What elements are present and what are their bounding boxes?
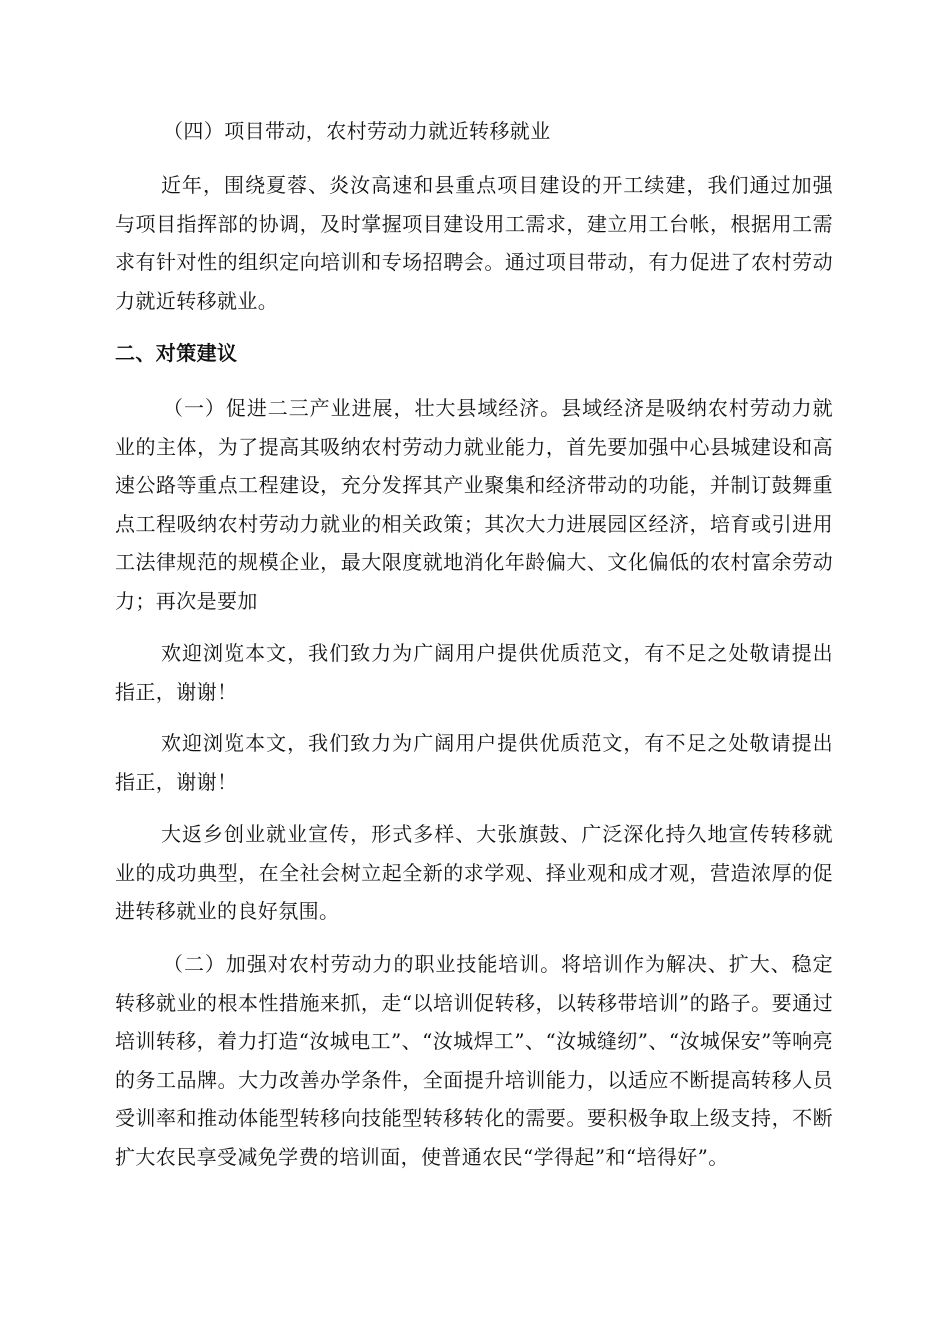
suggestion-2-paragraph: （二）加强对农村劳动力的职业技能培训。将培训作为解决、扩大、稳定转移就业的根本性措施来抓，走“以培训促转移，以转移带培训”的路子。要通过培训转移，着力打造“汝城电工”、“汝城焊工”、“汝城缝纫”、“汝城保安”等响亮的务工品牌。大力改善办学条件，全面提升培训能力，以适应不断提高转移人员受训率和推动体能型转移向技能型转移转化的需要。要积极争取上级支持，不断扩大农民享受减免学费的培训面，使普通农民“学得起”和“培得好”。 [115,952,833,1169]
welcome-notice-1: 欢迎浏览本文，我们致力为广阔用户提供优质范文，有不足之处敬请提出指正，谢谢！ [115,641,833,704]
section-heading-countermeasures: 二、对策建议 [115,341,238,365]
section4-body: 近年，围绕夏蓉、炎汝高速和县重点项目建设的开工续建，我们通过加强与项目指挥部的协调，及时掌握项目建设用工需求，建立用工台帐，根据用工需求有针对性的组织定向培训和专场招聘会。通过项目带动，有力促进了农村劳动力就近转移就业。 [115,173,833,313]
continuation-paragraph: 大返乡创业就业宣传，形式多样、大张旗鼓、广泛深化持久地宣传转移就业的成功典型，在全社会树立起全新的求学观、择业观和成才观，营造浓厚的促进转移就业的良好氛围。 [115,822,833,923]
section4-title: （四）项目带动，农村劳动力就近转移就业 [163,119,551,143]
welcome-notice-2: 欢迎浏览本文，我们致力为广阔用户提供优质范文，有不足之处敬请提出指正，谢谢！ [115,731,833,794]
suggestion-1-paragraph: （一）促进二三产业进展，壮大县域经济。县域经济是吸纳农村劳动力就业的主体，为了提高其吸纳农村劳动力就业能力，首先要加强中心县城建设和高速公路等重点工程建设，充分发挥其产业聚集和经济带动的功能，并制订鼓舞重点工程吸纳农村劳动力就业的相关政策；其次大力进展园区经济，培育或引进用工法律规范的规模企业，最大限度就地消化年龄偏大、文化偏低的农村富余劳动力；再次是要加 [115,396,833,613]
